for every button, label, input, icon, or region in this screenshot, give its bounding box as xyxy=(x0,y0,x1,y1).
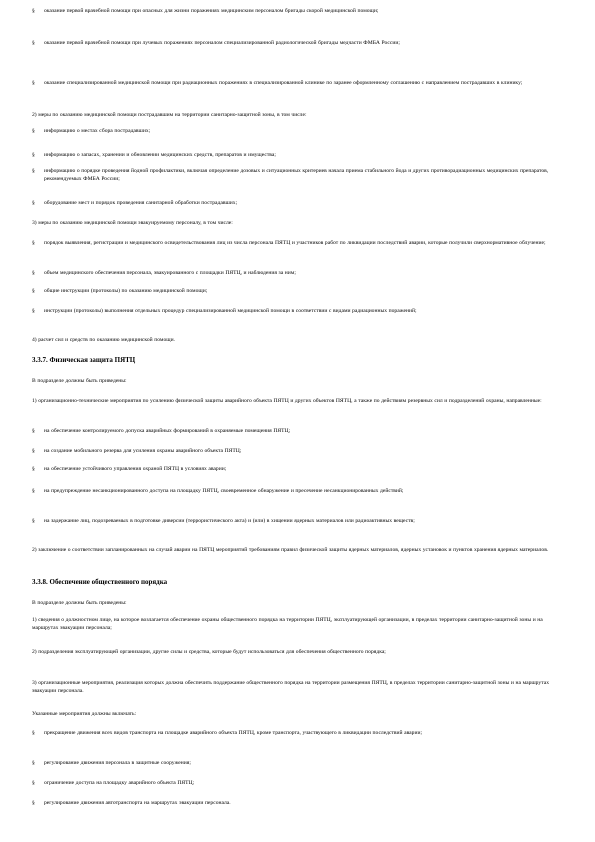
bullet-item: § ограничение доступа на площадку аварийного объекта ПЯТЦ; xyxy=(32,780,563,788)
bullet-item: § прекращение движения всех видов транспорта на площадке аварийного объекта ПЯТЦ, кроме транспорта, участвующего в ликвидации последствий аварии; xyxy=(32,730,563,738)
paragraph: 2) заключение о соответствии запланированных на случай аварии на ПЯТЦ мероприятий требованиям правил физической защиты ядерных материалов, ядерных установок и пунктов хранения ядерных материалов. xyxy=(32,547,549,553)
bullet-item: § на обеспечение контролируемого допуска аварийных формирований в охраняемые помещения ПЯТЦ; xyxy=(32,428,563,436)
paragraph: 1) организационно-технические мероприятия по усилению физической защиты аварийного объекта ПЯТЦ и других объектов ПЯТЦ, а также по действиям резервных сил и подразделений охраны, направленные: xyxy=(32,398,542,404)
bullet-item: § оказание первой врачебной помощи при лучевых поражениях персоналом специализированной радиологической бригады медчасти ФМБА России; xyxy=(32,40,563,48)
bullet-item: § на задержание лиц, подозреваемых в подготовке диверсии (террористического акта) и (или) в хищении ядерных материалов или радиоактивных веществ; xyxy=(32,518,563,526)
bullet-item: § порядок выявления, регистрации и медицинского освидетельствования лиц из числа персонала ПЯТЦ и участников работ по ликвидации последствий аварии, которые получили сверхнормативное облучение; xyxy=(32,240,563,248)
paragraph: 3) меры по оказанию медицинской помощи эвакуируемому персоналу, в том числе: xyxy=(32,220,233,226)
bullet-item: § регулирование движения персонала в защитные сооружения; xyxy=(32,760,563,768)
bullet-item: § инструкции (протоколы) выполнения отдельных процедур специализированной медицинской помощи в соответствии с видами радиационных поражений; xyxy=(32,308,563,316)
section-heading: 3.3.7. Физическая защита ПЯТЦ xyxy=(32,356,136,364)
paragraph: Указанные мероприятия должны включать: xyxy=(32,711,137,717)
paragraph: В подразделе должны быть приведены: xyxy=(32,600,127,606)
bullet-item: § оказание специализированной медицинской помощи при радиационных поражениях в специализированной клинике по заранее оформленному соглашению с направлением пострадавших в клинику; xyxy=(32,80,563,88)
bullet-item: § общие инструкции (протоколы) по оказанию медицинской помощи; xyxy=(32,288,563,296)
bullet-item: § регулирование движения автотранспорта на маршрутах эвакуации персонала. xyxy=(32,800,563,808)
bullet-item: § на создание мобильного резерва для усиления охраны аварийного объекта ПЯТЦ; xyxy=(32,448,563,456)
bullet-item: § информацию о местах сбора пострадавших; xyxy=(32,128,563,136)
bullet-item: § информацию о порядке проведения йодной профилактики, включая определение дозовых и ситуационных критериев начала приема стабильного йода и других противорадиационных медицинских препаратов, рекомендуемых ФМБА России; xyxy=(32,168,563,184)
paragraph: 3) организационные мероприятия, реализация которых должна обеспечить поддержание общественного порядка на территории размещения ПЯТЦ, в пределах территории санитарно-защитной зоны и на маршрутах эвакуации персонала. xyxy=(32,680,549,694)
paragraph: В подразделе должны быть приведены: xyxy=(32,378,127,384)
bullet-item: § на предупреждение несанкционированного доступа на площадку ПЯТЦ, своевременное обнаружение и пресечение несанкционированных действий; xyxy=(32,488,563,496)
bullet-item: § объем медицинского обеспечения персонала, эвакуированного с площадки ПЯТЦ, и наблюдения за ним; xyxy=(32,270,563,278)
paragraph: 1) сведения о должностном лице, на которое возлагается обеспечение охраны общественного порядка на территории ПЯТЦ, эксплуатирующей организации, в пределах территории санитарно-защитной зоны и на маршрутах эвакуации персонала; xyxy=(32,617,543,631)
paragraph: 2) меры по оказанию медицинской помощи пострадавшим на территории санитарно-защитной зоны, в том числе: xyxy=(32,112,307,118)
bullet-item: § на обеспечение устойчивого управления охраной ПЯТЦ в условиях аварии; xyxy=(32,466,563,474)
section-heading: 3.3.8. Обеспечение общественного порядка xyxy=(32,578,168,586)
paragraph: 4) расчет сил и средств по оказанию медицинской помощи. xyxy=(32,337,175,343)
bullet-item: § оказание первой врачебной помощи при опасных для жизни поражениях медицинским персоналом бригады скорой медицинской помощи; xyxy=(32,8,563,16)
bullet-item: § оборудование мест и порядок проведения санитарной обработки пострадавших; xyxy=(32,200,563,208)
bullet-item: § информацию о запасах, хранении и обновлении медицинских средств, препаратов и имущества; xyxy=(32,152,563,160)
paragraph: 2) подразделения эксплуатирующей организации, другие силы и средства, которые будут использоваться для обеспечения общественного порядка; xyxy=(32,649,386,655)
